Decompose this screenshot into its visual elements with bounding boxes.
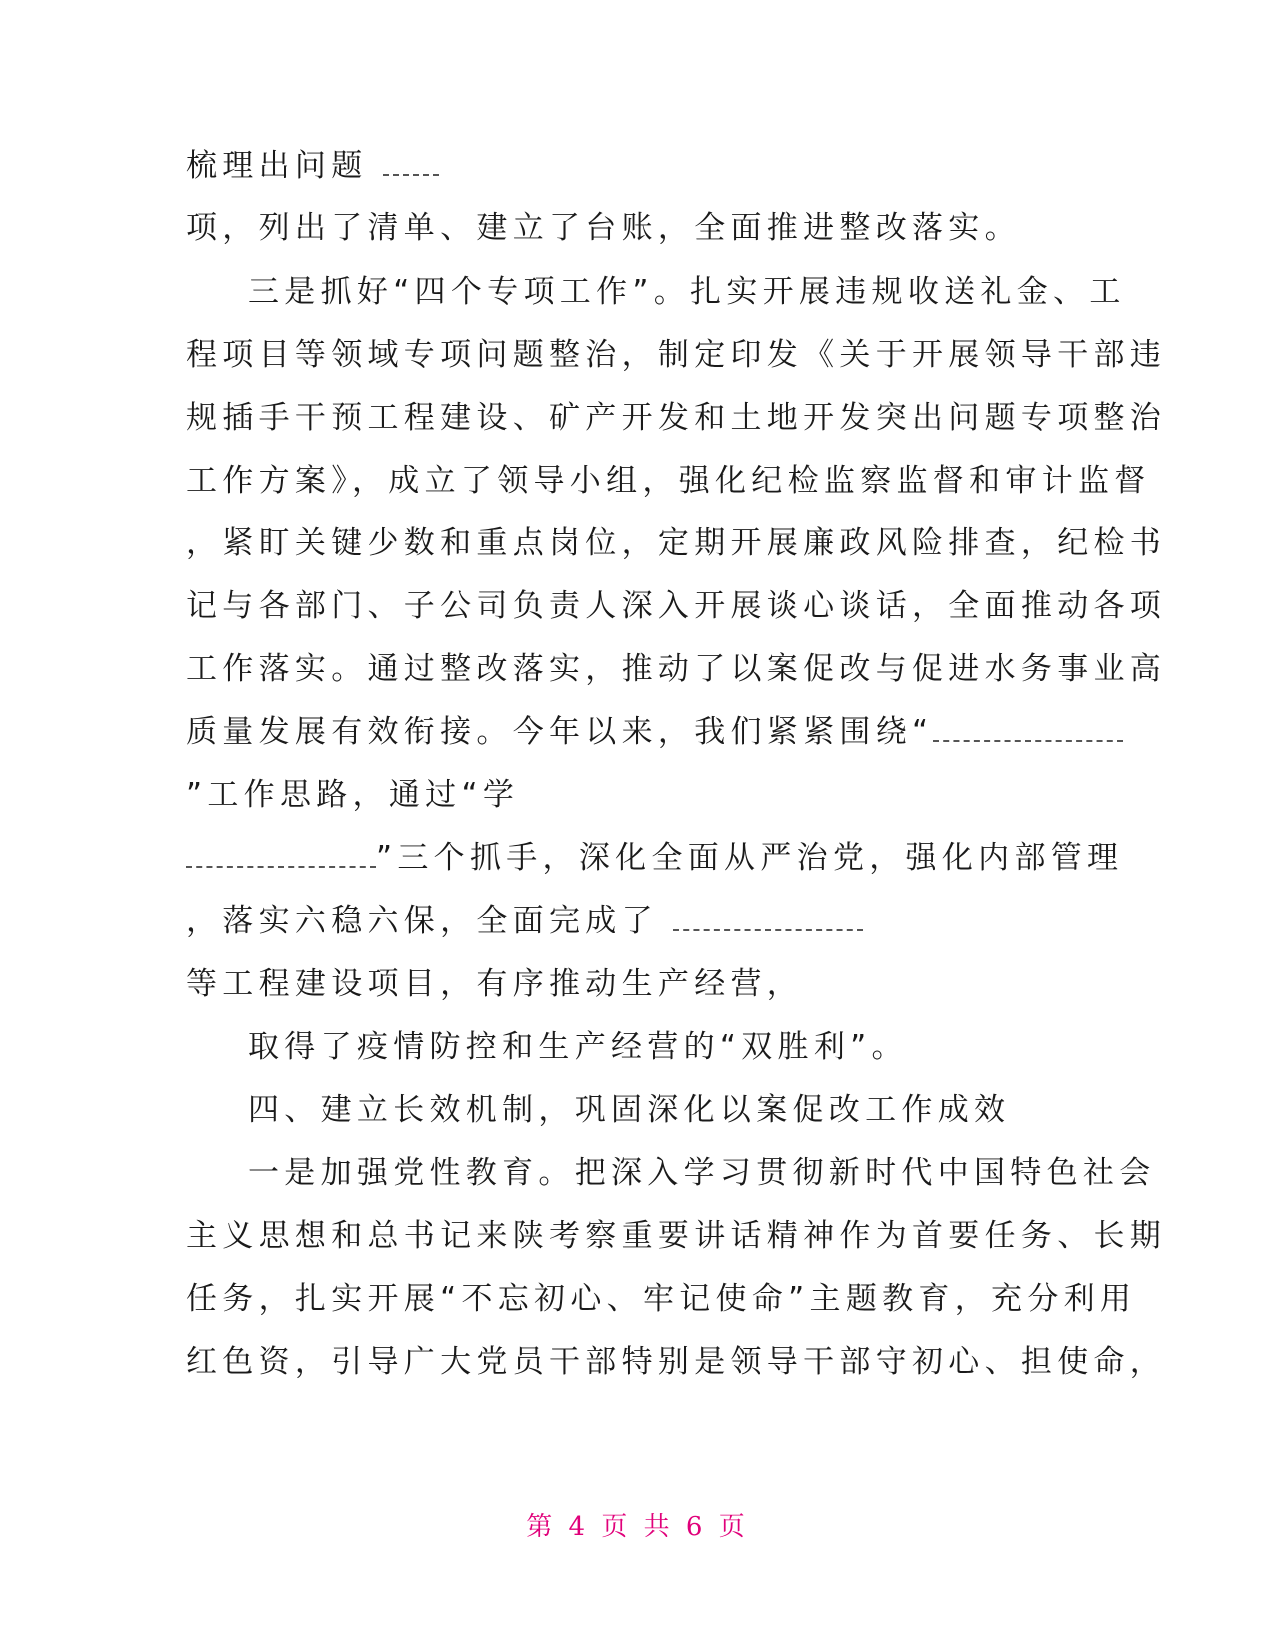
text-line: 质量发展有效衔接。今年以来，我们紧紧围绕“: [186, 712, 1086, 752]
text-line: ”三个抓手，深化全面从严治党，强化内部管理: [186, 838, 1086, 878]
text-line: 程项目等领域专项问题整治，制定印发《关于开展领导干部违: [186, 337, 1167, 373]
text-line: 主义思想和总书记来陕考察重要讲话精神作为首要任务、长期: [186, 1218, 1167, 1254]
fill-in-blank: [186, 838, 376, 868]
text-line: ，落实六稳六保，全面完成了: [186, 901, 1086, 941]
text-line: 一是加强党性教育。把深入学习贯彻新时代中国特色社会: [248, 1155, 1156, 1191]
text-line: 等工程建设项目，有序推动生产经营，: [186, 966, 804, 1002]
text-line: ”工作思路，通过“学: [186, 777, 520, 813]
text-line: 工作落实。通过整改落实，推动了以案促改与促进水务事业高: [186, 651, 1167, 687]
text-line: 任务，扎实开展“不忘初心、牢记使命”主题教育，充分利用: [186, 1281, 1137, 1317]
text-line: 规插手干预工程建设、矿产开发和土地开发突出问题专项整治: [186, 400, 1167, 436]
section-heading: 四、建立长效机制，巩固深化以案促改工作成效: [248, 1092, 1011, 1128]
fill-in-blank: [933, 712, 1123, 742]
page-number: 第 4 页 共 6 页: [526, 1512, 749, 1542]
fill-in-blank: [673, 901, 863, 931]
text-line: 取得了疫情防控和生产经营的“双胜利”。: [248, 1029, 908, 1065]
text-line: 项，列出了清单、建立了台账，全面推进整改落实。: [186, 210, 1021, 246]
text-line: ，紧盯关键少数和重点岗位，定期开展廉政风险排查，纪检书: [186, 525, 1167, 561]
text-line: 工作方案》，成立了领导小组，强化纪检监察监督和审计监督: [186, 463, 1151, 499]
text-line: 三是抓好“四个专项工作”。扎实开展违规收送礼金、工: [248, 274, 1126, 310]
text-line: 梳理出问题: [186, 146, 1086, 186]
fill-in-blank: [383, 146, 439, 176]
text-line: 记与各部门、子公司负责人深入开展谈心谈话，全面推动各项: [186, 588, 1167, 624]
text-line: 红色资，引导广大党员干部特别是领导干部守初心、担使命，: [186, 1344, 1167, 1380]
